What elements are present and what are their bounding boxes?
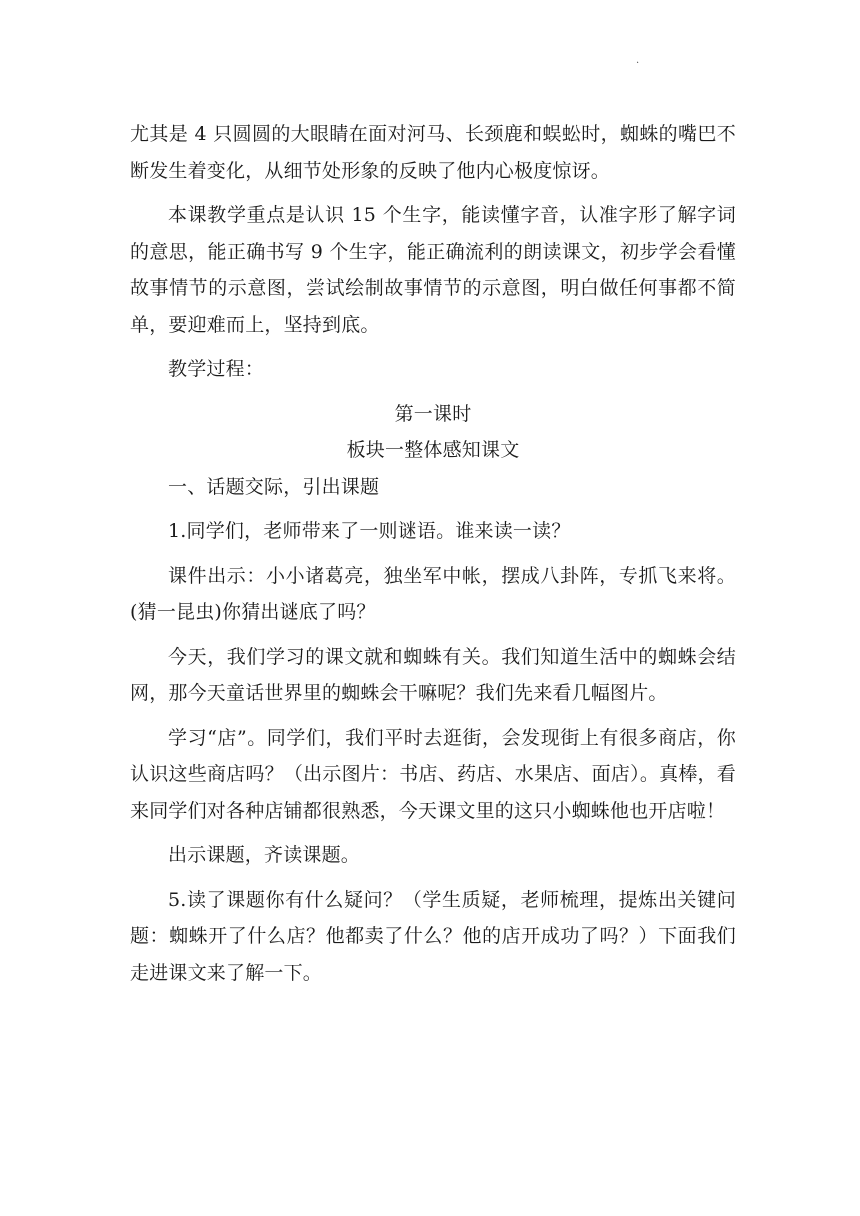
paragraph-spider-intro: 今天，我们学习的课文就和蜘蛛有关。我们知道生活中的蜘蛛会结网，那今天童话世界里的蜘蛛会干嘛呢？我们先来看几幅图片。 [130,645,736,704]
section-title-first-lesson: 第一课时 [394,402,472,425]
paragraph-questions: 5.读了课题你有什么疑问？（学生质疑，老师梳理，提炼出关键问题：蜘蛛开了什么店？他都卖了什么？他的店开成功了吗？）下面我们走进课文来了解一下。 [130,888,736,984]
paragraph-teaching-focus: 本课教学重点是认识 15 个生字，能读懂字音，认准字形了解字词的意思，能正确书写 9 个生字，能正确流利的朗读课文，初步学会看懂故事情节的示意图，尝试绘制故事情节的示意图，明白做任何事都不简单，要迎难而上，坚持到底。 [130,204,736,336]
paragraph-process-heading: 教学过程： [168,358,265,380]
paragraph-riddle-prompt: 1.同学们，老师带来了一则谜语。谁来读一读？ [168,520,571,542]
paragraph-learn-store: 学习“店”。同学们，我们平时去逛街，会发现街上有很多商店，你认识这些商店吗？（出示图片：书店、药店、水果店、面店）。真棒，看来同学们对各种店铺都很熟悉，今天课文里的这只小蜘蛛他也开店啦！ [130,726,736,822]
paragraph-riddle: 课件出示：小小诸葛亮，独坐军中帐，摆成八卦阵，专抓飞来将。(猜一昆虫)你猜出谜底了吗？ [130,564,736,623]
paragraph-continuation: 尤其是 4 只圆圆的大眼睛在面对河马、长颈鹿和蜈蚣时，蜘蛛的嘴巴不断发生着变化，从细节处形象的反映了他内心极度惊讶。 [130,123,736,182]
header-mark: . [636,55,640,66]
paragraph-show-title: 出示课题，齐读课题。 [168,844,361,866]
section-subtitle-block-one: 板块一整体感知课文 [346,439,520,461]
document-body [130,116,736,991]
paragraph-topic-intro: 一、话题交际，引出课题 [168,475,380,498]
